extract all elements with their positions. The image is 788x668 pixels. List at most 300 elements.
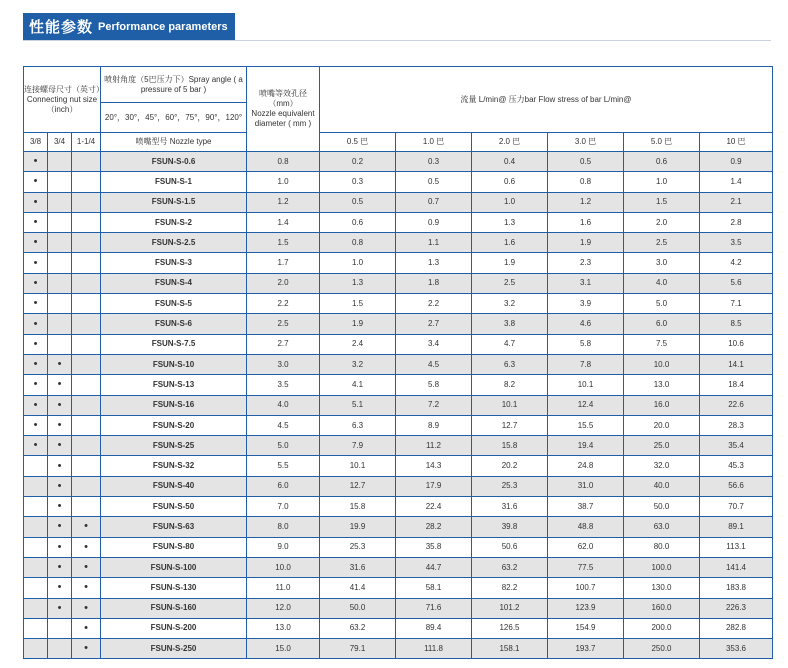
flow-rate-cell: 160.0 <box>624 598 700 618</box>
nozzle-type-header: 喷嘴型号 Nozzle type <box>101 133 247 152</box>
size-1-1-4-cell <box>72 253 101 273</box>
nozzle-model-cell: FSUN-S-2.5 <box>101 233 247 253</box>
size-3-8-cell <box>24 375 48 395</box>
flow-rate-cell: 0.5 <box>396 172 472 192</box>
size-3-8-cell <box>24 233 48 253</box>
flow-rate-cell: 1.9 <box>320 314 396 334</box>
flow-rate-cell: 0.9 <box>700 152 773 172</box>
flow-rate-cell: 123.9 <box>548 598 624 618</box>
table-row <box>24 517 773 537</box>
flow-rate-cell: 5.6 <box>700 273 773 293</box>
flow-rate-cell: 3.2 <box>320 354 396 374</box>
bullet-dot-icon: • <box>84 540 88 553</box>
nozzle-model-cell: FSUN-S-50 <box>101 497 247 517</box>
flow-rate-cell: 101.2 <box>472 598 548 618</box>
bullet-dot-icon: • <box>33 317 38 330</box>
flow-rate-cell: 16.0 <box>624 395 700 415</box>
flow-rate-cell: 1.0 <box>320 253 396 273</box>
size-3-8-cell <box>24 537 48 557</box>
connecting-size-en: Connecting nut size（inch） <box>26 94 98 114</box>
table-row <box>24 639 773 659</box>
nozzle-model-cell: FSUN-S-3 <box>101 253 247 273</box>
table-row <box>24 314 773 334</box>
diameter-cell: 4.5 <box>247 415 320 435</box>
flow-rate-cell: 0.5 <box>320 192 396 212</box>
nozzle-model-cell: FSUN-S-2 <box>101 212 247 232</box>
size-3-4-cell <box>48 212 72 232</box>
nozzle-model-cell: FSUN-S-0.6 <box>101 152 247 172</box>
flow-rate-cell: 50.0 <box>320 598 396 618</box>
pressure-10-header: 10 巴 <box>700 133 773 152</box>
size-3-4-cell <box>48 253 72 273</box>
flow-rate-cell: 3.8 <box>472 314 548 334</box>
diameter-cell: 1.0 <box>247 172 320 192</box>
flow-rate-cell: 250.0 <box>624 639 700 659</box>
flow-rate-cell: 31.6 <box>472 497 548 517</box>
nozzle-model-cell: FSUN-S-5 <box>101 294 247 314</box>
flow-rate-cell: 39.8 <box>472 517 548 537</box>
table-row <box>24 212 773 232</box>
size-1-1-4-cell <box>72 375 101 395</box>
flow-rate-cell: 3.0 <box>624 253 700 273</box>
flow-rate-cell: 1.0 <box>624 172 700 192</box>
flow-rate-cell: 22.6 <box>700 395 773 415</box>
size-3-4-cell <box>48 537 72 557</box>
flow-rate-cell: 0.9 <box>396 212 472 232</box>
flow-rate-cell: 19.9 <box>320 517 396 537</box>
flow-rate-cell: 130.0 <box>624 578 700 598</box>
size-3-4-cell <box>48 415 72 435</box>
nozzle-model-cell: FSUN-S-13 <box>101 375 247 395</box>
nozzle-model-cell: FSUN-S-1.5 <box>101 192 247 212</box>
bullet-dot-icon: • <box>33 236 38 249</box>
size-3-8-cell <box>24 334 48 354</box>
section-title-bar <box>23 13 235 40</box>
size-1-1-4-cell <box>72 294 101 314</box>
size-3-4-cell <box>48 334 72 354</box>
size-3-4-cell <box>48 152 72 172</box>
connecting-size-cn: 连接螺母尺寸（英寸） <box>24 84 104 94</box>
nozzle-model-cell: FSUN-S-160 <box>101 598 247 618</box>
flow-rate-cell: 10.1 <box>548 375 624 395</box>
flow-rate-cell: 7.2 <box>396 395 472 415</box>
flow-rate-cell: 4.6 <box>548 314 624 334</box>
pressure-3-0-header: 3.0 巴 <box>548 133 624 152</box>
nozzle-model-cell: FSUN-S-32 <box>101 456 247 476</box>
flow-rate-cell: 24.8 <box>548 456 624 476</box>
flow-rate-cell: 5.1 <box>320 395 396 415</box>
bullet-dot-icon: • <box>57 358 62 371</box>
diameter-cn: 喷嘴等效孔径（mm） <box>259 89 307 108</box>
nozzle-model-cell: FSUN-S-250 <box>101 639 247 659</box>
flow-rate-cell: 63.2 <box>472 557 548 577</box>
flow-rate-cell: 1.0 <box>472 192 548 212</box>
flow-rate-cell: 1.9 <box>472 253 548 273</box>
size-1-1-4-cell <box>72 314 101 334</box>
size-1-1-4-cell <box>72 517 101 537</box>
flow-rate-cell: 15.8 <box>320 497 396 517</box>
bullet-dot-icon: • <box>33 378 38 391</box>
size-1-1-4-cell <box>72 212 101 232</box>
flow-rate-cell: 282.8 <box>700 618 773 638</box>
size-3-4-cell <box>48 497 72 517</box>
flow-rate-cell: 14.1 <box>700 354 773 374</box>
nozzle-model-cell: FSUN-S-40 <box>101 476 247 496</box>
bullet-dot-icon: • <box>33 175 38 188</box>
flow-rate-cell: 0.7 <box>396 192 472 212</box>
flow-rate-cell: 2.3 <box>548 253 624 273</box>
flow-rate-cell: 11.2 <box>396 436 472 456</box>
flow-rate-cell: 5.8 <box>396 375 472 395</box>
flow-rate-cell: 82.2 <box>472 578 548 598</box>
flow-rate-cell: 0.3 <box>396 152 472 172</box>
flow-rate-cell: 0.6 <box>472 172 548 192</box>
table-row <box>24 578 773 598</box>
diameter-cell: 6.0 <box>247 476 320 496</box>
diameter-cell: 5.5 <box>247 456 320 476</box>
bullet-dot-icon: • <box>33 398 38 411</box>
size-3-4-cell <box>48 233 72 253</box>
diameter-cell: 1.5 <box>247 233 320 253</box>
section-title-en: Performance parameters <box>98 20 228 33</box>
size-3-4-cell <box>48 456 72 476</box>
diameter-cell: 9.0 <box>247 537 320 557</box>
bullet-dot-icon: • <box>33 337 38 350</box>
flow-rate-cell: 0.3 <box>320 172 396 192</box>
flow-rate-cell: 4.5 <box>396 354 472 374</box>
bullet-dot-icon: • <box>84 561 88 574</box>
flow-rate-cell: 193.7 <box>548 639 624 659</box>
size-3-8-cell <box>24 415 48 435</box>
size-3-8-cell <box>24 517 48 537</box>
flow-rate-cell: 13.0 <box>624 375 700 395</box>
size-3-8-cell <box>24 354 48 374</box>
size-3-8-cell <box>24 557 48 577</box>
table-row <box>24 273 773 293</box>
flow-rate-cell: 0.2 <box>320 152 396 172</box>
diameter-cell: 0.8 <box>247 152 320 172</box>
diameter-cell: 1.7 <box>247 253 320 273</box>
size-1-1-4-cell <box>72 273 101 293</box>
diameter-cell: 11.0 <box>247 578 320 598</box>
size-3-8-cell <box>24 253 48 273</box>
size-3-4-cell <box>48 517 72 537</box>
flow-rate-cell: 2.0 <box>624 212 700 232</box>
size-3-4-cell <box>48 294 72 314</box>
nozzle-model-cell: FSUN-S-20 <box>101 415 247 435</box>
flow-rate-cell: 1.4 <box>700 172 773 192</box>
flow-rate-cell: 2.7 <box>396 314 472 334</box>
nozzle-model-cell: FSUN-S-200 <box>101 618 247 638</box>
spray-angle-label: 喷射角度（5巴压力下）Spray angle ( a pressure of 5 bar ) <box>104 74 243 94</box>
table-row <box>24 152 773 172</box>
flow-rate-cell: 154.9 <box>548 618 624 638</box>
flow-rate-cell: 28.3 <box>700 415 773 435</box>
flow-rate-cell: 1.1 <box>396 233 472 253</box>
flow-rate-cell: 40.0 <box>624 476 700 496</box>
pressure-2-0-header: 2.0 巴 <box>472 133 548 152</box>
size-3-8-header: 3/8 <box>24 133 48 152</box>
flow-rate-cell: 1.3 <box>472 212 548 232</box>
diameter-cell: 5.0 <box>247 436 320 456</box>
table-row <box>24 537 773 557</box>
size-1-1-4-cell <box>72 639 101 659</box>
flow-rate-cell: 15.5 <box>548 415 624 435</box>
pressure-5-0-header: 5.0 巴 <box>624 133 700 152</box>
flow-rate-cell: 35.4 <box>700 436 773 456</box>
title-divider <box>23 40 771 41</box>
flow-rate-cell: 32.0 <box>624 456 700 476</box>
flow-rate-cell: 89.4 <box>396 618 472 638</box>
bullet-dot-icon: • <box>33 297 38 310</box>
flow-rate-cell: 2.5 <box>472 273 548 293</box>
flow-rate-cell: 70.7 <box>700 497 773 517</box>
flow-rate-cell: 100.0 <box>624 557 700 577</box>
size-1-1-4-cell <box>72 456 101 476</box>
table-row <box>24 253 773 273</box>
bullet-dot-icon: • <box>84 621 88 634</box>
nozzle-model-cell: FSUN-S-7.5 <box>101 334 247 354</box>
flow-rate-cell: 226.3 <box>700 598 773 618</box>
size-1-1-4-cell <box>72 192 101 212</box>
flow-rate-cell: 6.0 <box>624 314 700 334</box>
flow-rate-cell: 0.6 <box>624 152 700 172</box>
size-3-4-cell <box>48 557 72 577</box>
bullet-dot-icon: • <box>57 601 62 614</box>
flow-rate-cell: 19.4 <box>548 436 624 456</box>
flow-rate-cell: 1.3 <box>396 253 472 273</box>
flow-rate-cell: 158.1 <box>472 639 548 659</box>
diameter-cell: 15.0 <box>247 639 320 659</box>
table-row <box>24 294 773 314</box>
bullet-dot-icon: • <box>57 561 62 574</box>
size-3-4-cell <box>48 436 72 456</box>
diameter-cell: 3.0 <box>247 354 320 374</box>
flow-rate-cell: 20.0 <box>624 415 700 435</box>
size-3-4-cell <box>48 618 72 638</box>
bullet-dot-icon: • <box>33 439 38 452</box>
nozzle-model-cell: FSUN-S-80 <box>101 537 247 557</box>
flow-rate-cell: 45.3 <box>700 456 773 476</box>
flow-rate-cell: 7.1 <box>700 294 773 314</box>
flow-rate-cell: 7.5 <box>624 334 700 354</box>
bullet-dot-icon: • <box>57 398 62 411</box>
pressure-0-5-header: 0.5 巴 <box>320 133 396 152</box>
size-3-8-cell <box>24 618 48 638</box>
table-row <box>24 172 773 192</box>
bullet-dot-icon: • <box>33 276 38 289</box>
diameter-cell: 1.4 <box>247 212 320 232</box>
flow-rate-cell: 1.5 <box>624 192 700 212</box>
size-3-4-cell <box>48 354 72 374</box>
flow-rate-cell: 77.5 <box>548 557 624 577</box>
bullet-dot-icon: • <box>33 195 38 208</box>
bullet-dot-icon: • <box>57 500 62 513</box>
nozzle-model-cell: FSUN-S-1 <box>101 172 247 192</box>
size-3-8-cell <box>24 395 48 415</box>
flow-rate-cell: 80.0 <box>624 537 700 557</box>
bullet-dot-icon: • <box>57 378 62 391</box>
size-3-8-cell <box>24 436 48 456</box>
flow-rate-cell: 71.6 <box>396 598 472 618</box>
bullet-dot-icon: • <box>33 419 38 431</box>
flow-rate-cell: 15.8 <box>472 436 548 456</box>
table-row <box>24 354 773 374</box>
size-1-1-4-cell <box>72 497 101 517</box>
bullet-dot-icon: • <box>84 581 88 594</box>
size-3-4-cell <box>48 375 72 395</box>
table-row <box>24 598 773 618</box>
table-row <box>24 375 773 395</box>
size-3-4-cell <box>48 395 72 415</box>
size-1-1-4-cell <box>72 395 101 415</box>
size-1-1-4-cell <box>72 618 101 638</box>
nozzle-model-cell: FSUN-S-16 <box>101 395 247 415</box>
diameter-cell: 12.0 <box>247 598 320 618</box>
flow-rate-cell: 22.4 <box>396 497 472 517</box>
flow-rate-cell: 0.6 <box>320 212 396 232</box>
flow-rate-cell: 1.3 <box>320 273 396 293</box>
diameter-cell: 13.0 <box>247 618 320 638</box>
flow-rate-cell: 5.0 <box>624 294 700 314</box>
flow-rate-cell: 58.1 <box>396 578 472 598</box>
flow-rate-cell: 35.8 <box>396 537 472 557</box>
diameter-cell: 1.2 <box>247 192 320 212</box>
connecting-size-header <box>24 67 104 133</box>
flow-rate-cell: 50.0 <box>624 497 700 517</box>
size-3-8-cell <box>24 192 48 212</box>
size-1-1-4-cell <box>72 172 101 192</box>
size-3-8-cell <box>24 152 48 172</box>
flow-rate-cell: 1.6 <box>472 233 548 253</box>
diameter-cell: 10.0 <box>247 557 320 577</box>
bullet-dot-icon: • <box>57 479 62 492</box>
flow-rate-cell: 3.1 <box>548 273 624 293</box>
flow-rate-cell: 3.2 <box>472 294 548 314</box>
bullet-dot-icon: • <box>33 216 38 229</box>
flow-rate-cell: 25.0 <box>624 436 700 456</box>
flow-rate-cell: 4.2 <box>700 253 773 273</box>
flow-rate-cell: 7.9 <box>320 436 396 456</box>
flow-rate-cell: 48.8 <box>548 517 624 537</box>
table-row <box>24 436 773 456</box>
diameter-cell: 2.5 <box>247 314 320 334</box>
flow-rate-cell: 10.1 <box>472 395 548 415</box>
diameter-header <box>247 67 320 152</box>
nozzle-model-cell: FSUN-S-6 <box>101 314 247 334</box>
flow-rate-cell: 31.6 <box>320 557 396 577</box>
flow-rate-cell: 1.2 <box>548 192 624 212</box>
flow-rate-cell: 0.4 <box>472 152 548 172</box>
flow-rate-cell: 183.8 <box>700 578 773 598</box>
nozzle-model-cell: FSUN-S-63 <box>101 517 247 537</box>
spray-angle-values: 20°，30°，45°，60°，75°，90°，120° <box>101 103 247 133</box>
size-1-1-4-cell <box>72 557 101 577</box>
size-3-8-cell <box>24 294 48 314</box>
flow-rate-cell: 1.8 <box>396 273 472 293</box>
flow-rate-cell: 0.8 <box>548 172 624 192</box>
size-1-1-4-cell <box>72 415 101 435</box>
size-1-1-4-cell <box>72 334 101 354</box>
flow-rate-cell: 31.0 <box>548 476 624 496</box>
size-3-4-cell <box>48 639 72 659</box>
flow-rate-cell: 10.0 <box>624 354 700 374</box>
flow-rate-cell: 3.4 <box>396 334 472 354</box>
flow-rate-cell: 3.9 <box>548 294 624 314</box>
flow-rate-cell: 6.3 <box>472 354 548 374</box>
size-3-8-cell <box>24 578 48 598</box>
nozzle-model-cell: FSUN-S-25 <box>101 436 247 456</box>
nozzle-model-cell: FSUN-S-130 <box>101 578 247 598</box>
flow-rate-cell: 12.7 <box>320 476 396 496</box>
bullet-dot-icon: • <box>57 419 62 431</box>
flow-rate-cell: 353.6 <box>700 639 773 659</box>
flow-rate-cell: 25.3 <box>320 537 396 557</box>
size-3-4-cell <box>48 314 72 334</box>
diameter-cell: 7.0 <box>247 497 320 517</box>
pressure-1-0-header: 1.0 巴 <box>396 133 472 152</box>
flow-rate-cell: 14.3 <box>396 456 472 476</box>
size-3-8-cell <box>24 212 48 232</box>
flow-rate-cell: 4.1 <box>320 375 396 395</box>
flow-rate-cell: 17.9 <box>396 476 472 496</box>
flow-header: 流量 L/min@ 压力bar Flow stress of bar L/min@ <box>320 67 773 133</box>
flow-rate-cell: 12.4 <box>548 395 624 415</box>
flow-rate-cell: 2.8 <box>700 212 773 232</box>
flow-rate-cell: 25.3 <box>472 476 548 496</box>
table-row <box>24 233 773 253</box>
flow-rate-cell: 6.3 <box>320 415 396 435</box>
spray-angle-header <box>101 67 247 103</box>
size-1-1-4-cell <box>72 436 101 456</box>
flow-rate-cell: 50.6 <box>472 537 548 557</box>
flow-rate-cell: 8.2 <box>472 375 548 395</box>
performance-table-body <box>24 152 773 659</box>
flow-rate-cell: 5.8 <box>548 334 624 354</box>
flow-rate-cell: 4.0 <box>624 273 700 293</box>
size-3-8-cell <box>24 476 48 496</box>
flow-rate-cell: 2.1 <box>700 192 773 212</box>
flow-rate-cell: 20.2 <box>472 456 548 476</box>
table-row <box>24 497 773 517</box>
flow-rate-cell: 8.5 <box>700 314 773 334</box>
bullet-dot-icon: • <box>84 642 88 655</box>
flow-rate-cell: 2.4 <box>320 334 396 354</box>
bullet-dot-icon: • <box>33 155 38 168</box>
bullet-dot-icon: • <box>33 256 38 269</box>
flow-rate-cell: 200.0 <box>624 618 700 638</box>
size-1-1-4-cell <box>72 233 101 253</box>
diameter-cell: 2.7 <box>247 334 320 354</box>
flow-rate-cell: 79.1 <box>320 639 396 659</box>
nozzle-model-cell: FSUN-S-4 <box>101 273 247 293</box>
flow-rate-cell: 1.9 <box>548 233 624 253</box>
flow-rate-cell: 100.7 <box>548 578 624 598</box>
flow-rate-cell: 12.7 <box>472 415 548 435</box>
diameter-en: Nozzle equivalent diameter ( mm ) <box>251 109 315 128</box>
bullet-dot-icon: • <box>84 520 88 533</box>
flow-rate-cell: 44.7 <box>396 557 472 577</box>
size-1-1-4-header: 1-1/4 <box>72 133 101 152</box>
nozzle-model-cell: FSUN-S-100 <box>101 557 247 577</box>
flow-rate-cell: 113.1 <box>700 537 773 557</box>
size-3-4-header: 3/4 <box>48 133 72 152</box>
flow-rate-cell: 38.7 <box>548 497 624 517</box>
flow-rate-cell: 126.5 <box>472 618 548 638</box>
size-3-8-cell <box>24 497 48 517</box>
nozzle-model-cell: FSUN-S-10 <box>101 354 247 374</box>
flow-rate-cell: 111.8 <box>396 639 472 659</box>
